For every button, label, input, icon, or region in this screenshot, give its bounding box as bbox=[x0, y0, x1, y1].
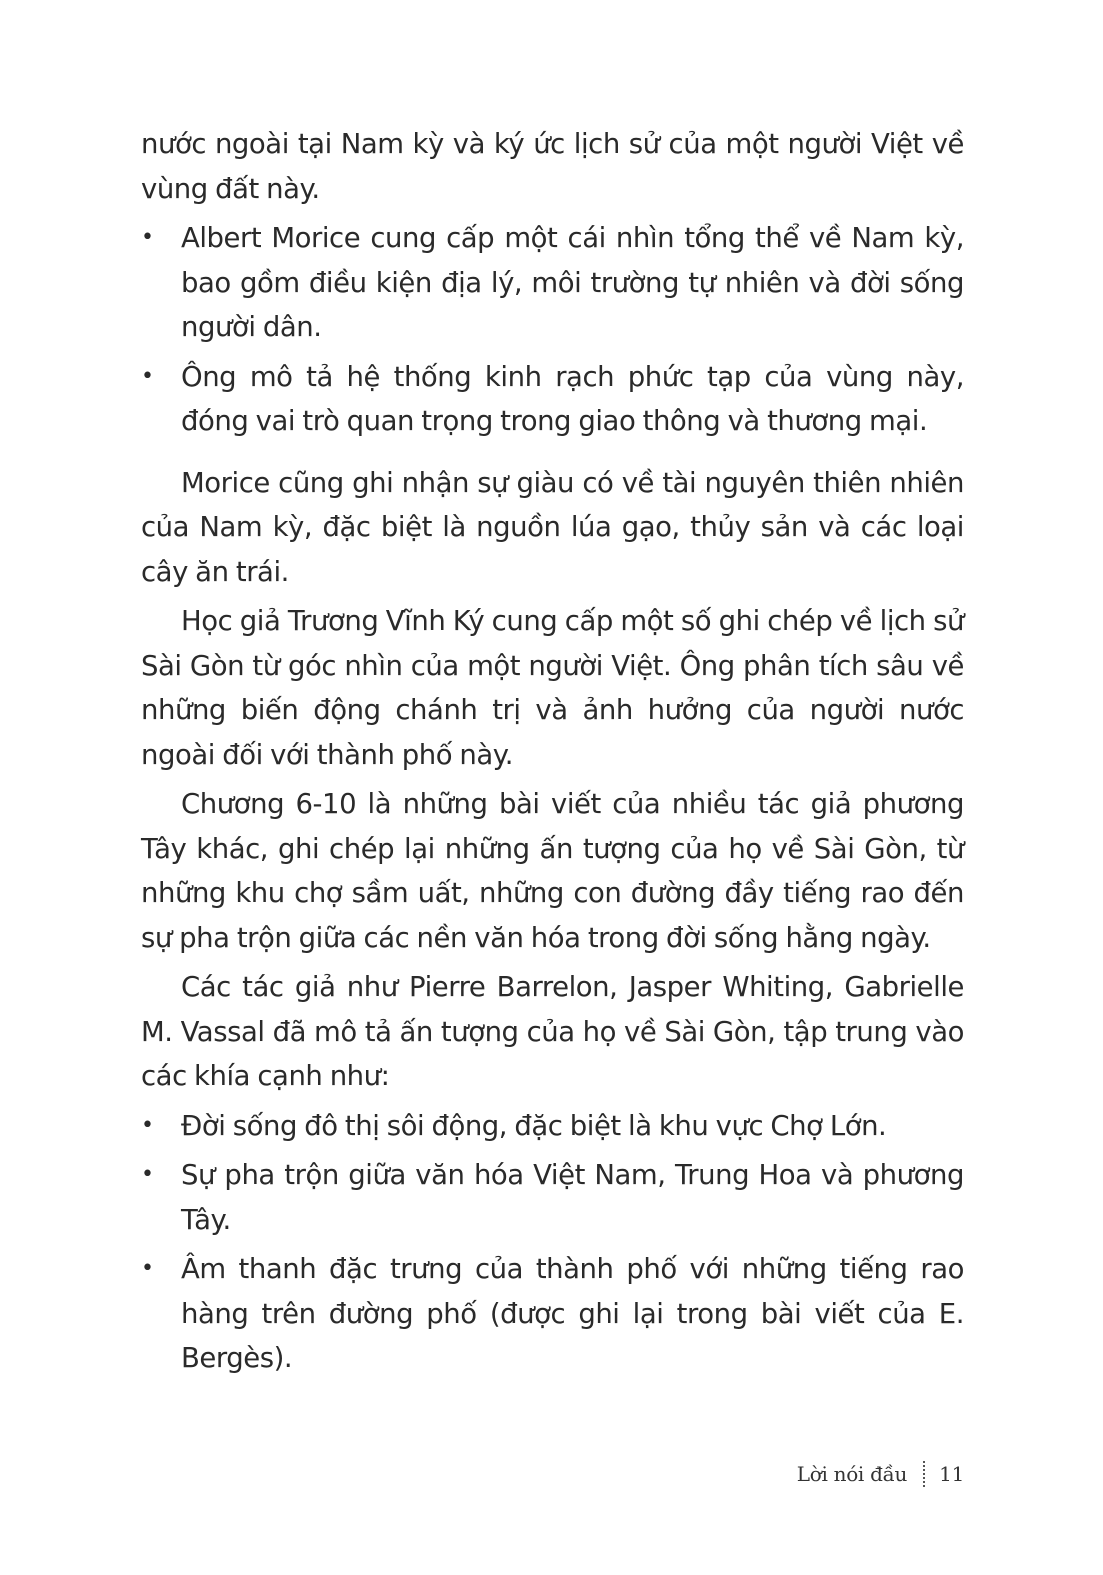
running-section-title: Lời nói đầu bbox=[796, 1462, 908, 1486]
list-item bbox=[141, 1104, 964, 1149]
bullet-icon: • bbox=[141, 225, 154, 250]
page-body bbox=[141, 122, 964, 1381]
bullet-list-morice bbox=[141, 216, 964, 444]
opening-paragraph: nước ngoài tại Nam kỳ và ký ức lịch sử của một người Việt về vùng đất này. bbox=[141, 128, 964, 205]
bullet-text: Sự pha trộn giữa văn hóa Việt Nam, Trung Hoa và phương Tây. bbox=[181, 1159, 964, 1236]
bullet-text: Âm thanh đặc trưng của thành phố với những tiếng rao hàng trên đường phố (được ghi lại trong bài viết của E. Bergès). bbox=[181, 1253, 964, 1374]
bullet-icon: • bbox=[141, 363, 154, 389]
paragraph-truong-vinh-ky: Học giả Trương Vĩnh Ký cung cấp một số ghi chép về lịch sử Sài Gòn từ góc nhìn của một người Việt. Ông phân tích sâu về những biến động chánh trị và ảnh hưởng của người nước ngoài đối với thành phố này. bbox=[141, 605, 964, 771]
bullet-text: Albert Morice cung cấp một cái nhìn tổng thể về Nam kỳ, bao gồm điều kiện địa lý, môi trường tự nhiên và đời sống người dân. bbox=[181, 222, 964, 343]
bullet-list-saigon-aspects bbox=[141, 1104, 964, 1381]
paragraph-morice-resources: Morice cũng ghi nhận sự giàu có về tài nguyên thiên nhiên của Nam kỳ, đặc biệt là nguồn lúa gạo, thủy sản và các loại cây ăn trái. bbox=[141, 466, 964, 588]
list-item bbox=[141, 216, 964, 350]
page-footer bbox=[797, 1461, 964, 1487]
list-item bbox=[141, 355, 964, 444]
bullet-text: Đời sống đô thị sôi động, đặc biệt là khu vực Chợ Lớn. bbox=[181, 1109, 887, 1142]
list-item bbox=[141, 1247, 964, 1381]
paragraph-chapters-6-10: Chương 6-10 là những bài viết của nhiều tác giả phương Tây khác, ghi chép lại những ấn tượng của họ về Sài Gòn, từ những khu chợ sầm uất, những con đường đầy tiếng rao đến sự pha trộn giữa các nền văn hóa trong đời sống hằng ngày. bbox=[141, 788, 964, 954]
footer-divider bbox=[923, 1461, 925, 1487]
bullet-text: Ông mô tả hệ thống kinh rạch phức tạp của vùng này, đóng vai trò quan trọng trong giao thông và thương mại. bbox=[181, 360, 964, 437]
bullet-icon: • bbox=[141, 1162, 154, 1187]
page-number: 11 bbox=[939, 1462, 964, 1486]
bullet-icon: • bbox=[141, 1256, 154, 1281]
paragraph-western-authors: Các tác giả như Pierre Barrelon, Jasper Whiting, Gabrielle M. Vassal đã mô tả ấn tượng của họ về Sài Gòn, tập trung vào các khía cạnh như: bbox=[141, 971, 964, 1092]
list-item bbox=[141, 1153, 964, 1242]
bullet-icon: • bbox=[141, 1112, 154, 1138]
